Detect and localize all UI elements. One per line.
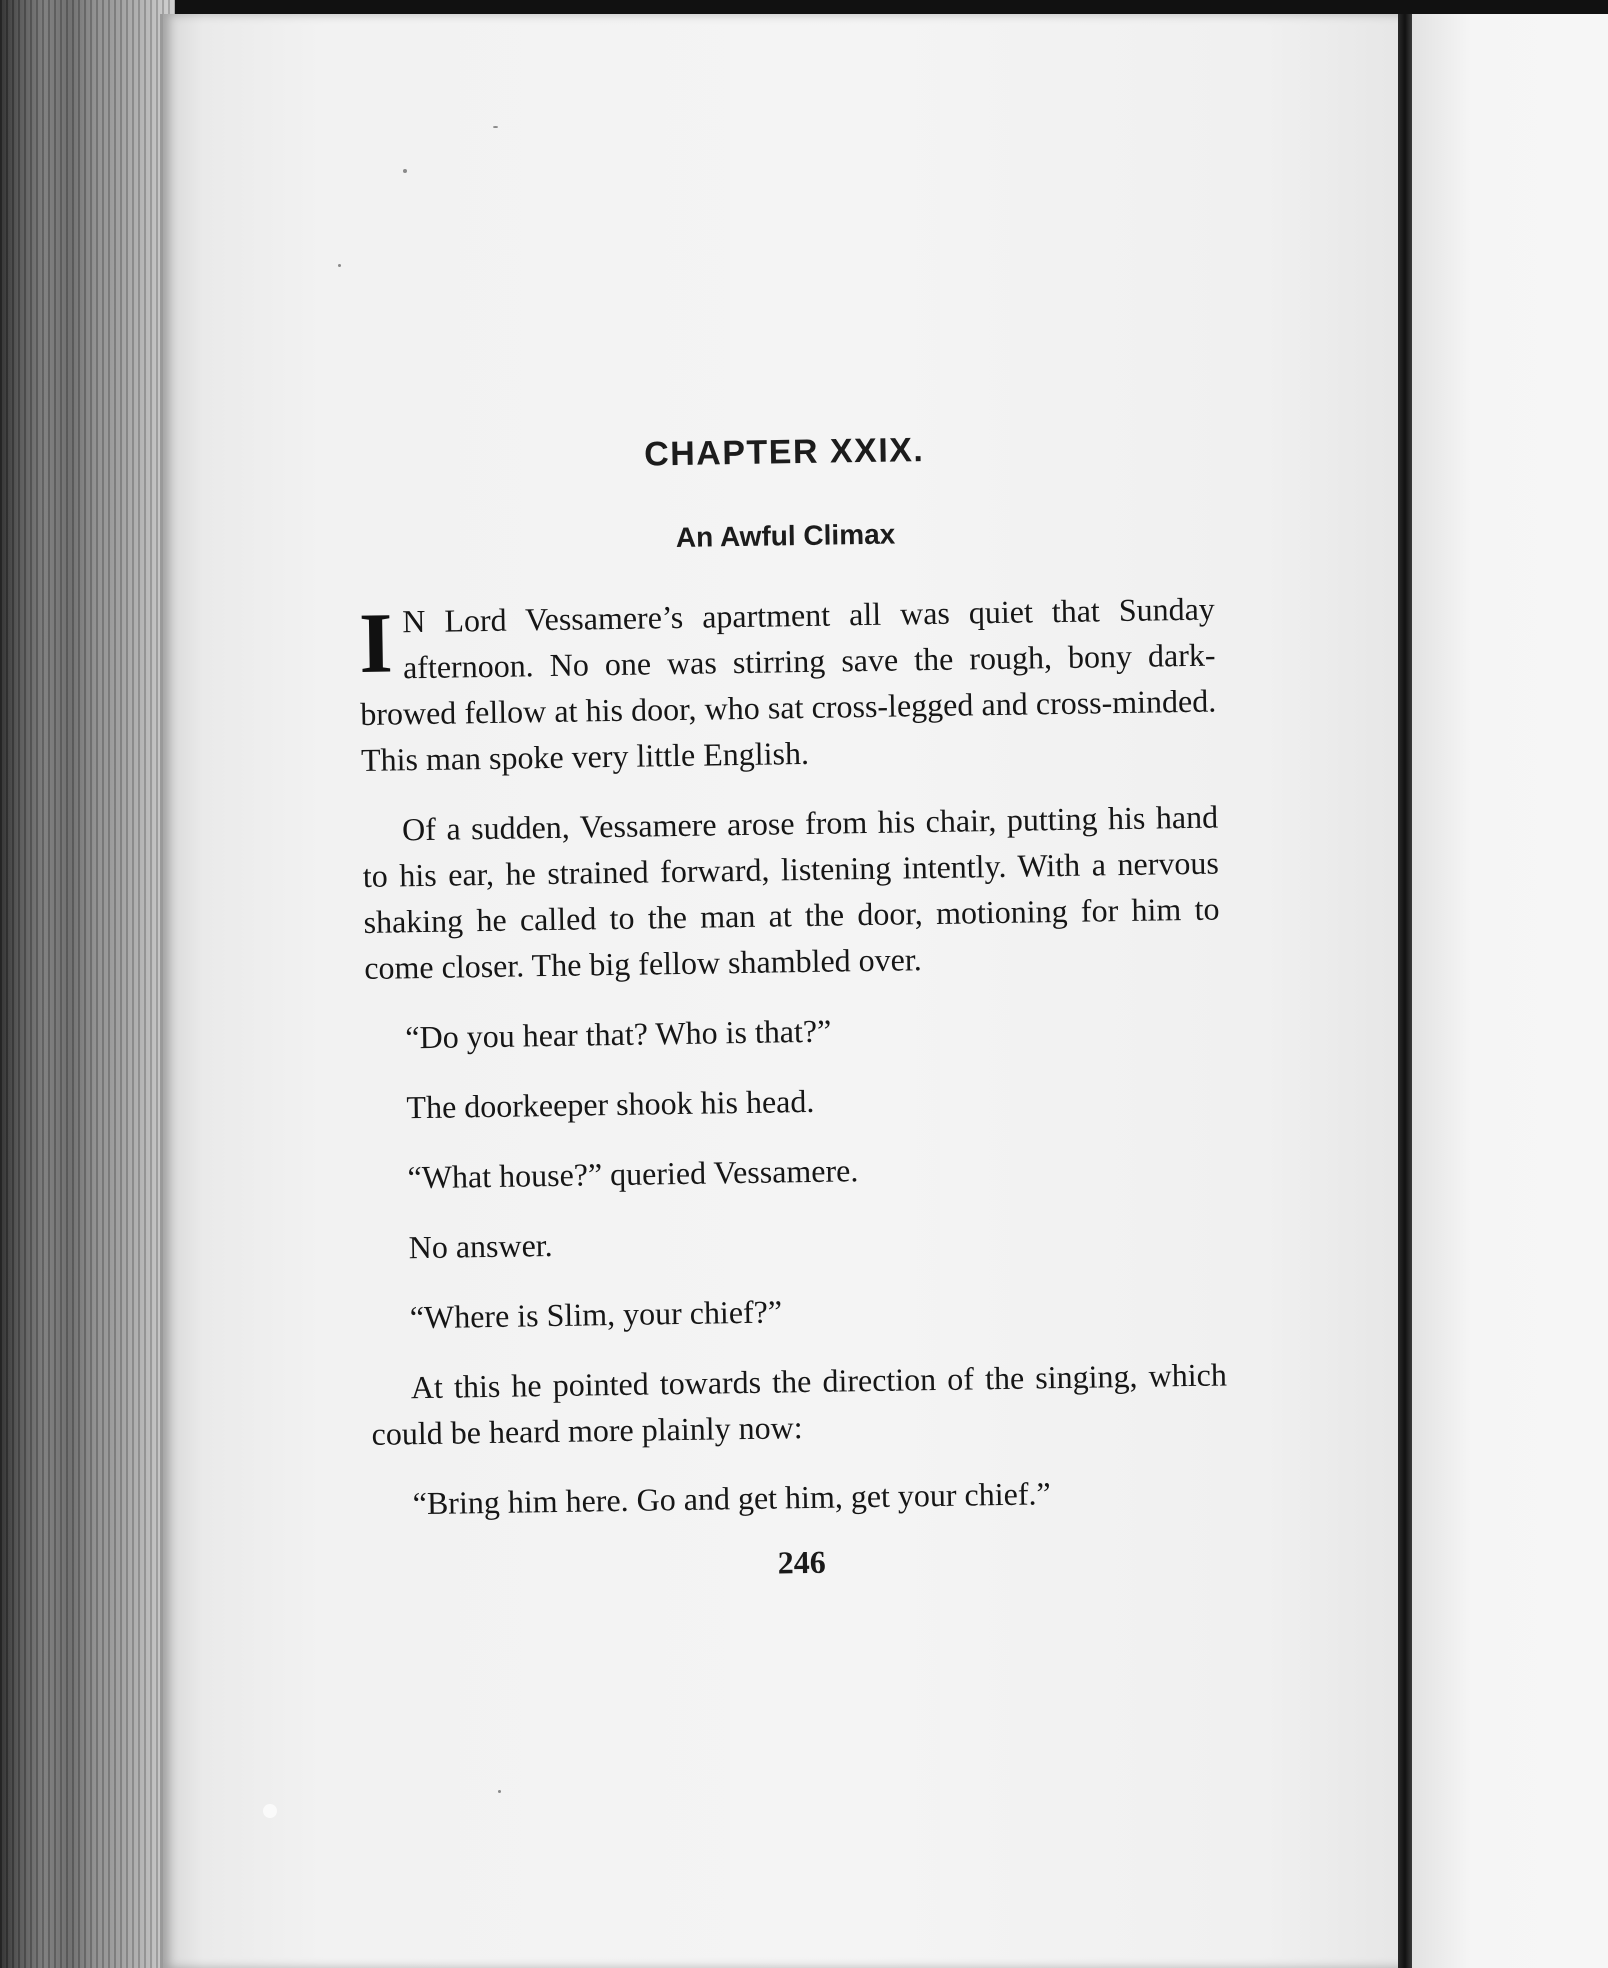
paragraph-1 xyxy=(358,586,1217,783)
page-gutter xyxy=(1398,14,1412,1968)
paragraph-2: Of a sudden, Vessamere arose from his chair, putting his hand to his ear, he strained forward, listening intently. With a nervous shaking he called to the man at the door, motioning for him to come closer. The big fellow shambled over. xyxy=(362,798,1220,986)
chapter-title: An Awful Climax xyxy=(675,518,896,553)
dialogue-line: “Do you hear that? Who is that?” xyxy=(405,1012,832,1056)
page-number: 246 xyxy=(777,1543,826,1581)
paper-speck xyxy=(338,264,341,267)
dialogue-line: “Where is Slim, your chief?” xyxy=(409,1293,783,1336)
page-text xyxy=(356,427,1230,1588)
paragraph: No answer. xyxy=(408,1227,553,1266)
page-stack-edges xyxy=(0,0,175,1968)
paragraph: The doorkeeper shook his head. xyxy=(406,1082,815,1126)
paragraph-text: N Lord Vessamere’s apartment all was quiet that Sunday afternoon. No one was stirring save the rough, bony dark-browed fellow at his door, who sat cross-legged and cross-minded. This man spoke very little English. xyxy=(360,590,1217,778)
dialogue-line: “What house?” queried Vessamere. xyxy=(407,1152,859,1196)
paper-speck xyxy=(498,1790,501,1793)
paper-speck xyxy=(263,1804,277,1818)
dialogue-line: “Bring him here. Go and get him, get your chief.” xyxy=(412,1475,1051,1522)
drop-cap: I xyxy=(358,594,394,691)
paragraph: At this he pointed towards the direction of the singing, which could be heard more plainly now: xyxy=(371,1356,1228,1452)
paper-speck xyxy=(403,169,407,173)
paper-speck xyxy=(493,126,498,128)
chapter-heading: CHAPTER XXIX. xyxy=(643,431,925,474)
facing-page-edge xyxy=(1412,14,1608,1968)
